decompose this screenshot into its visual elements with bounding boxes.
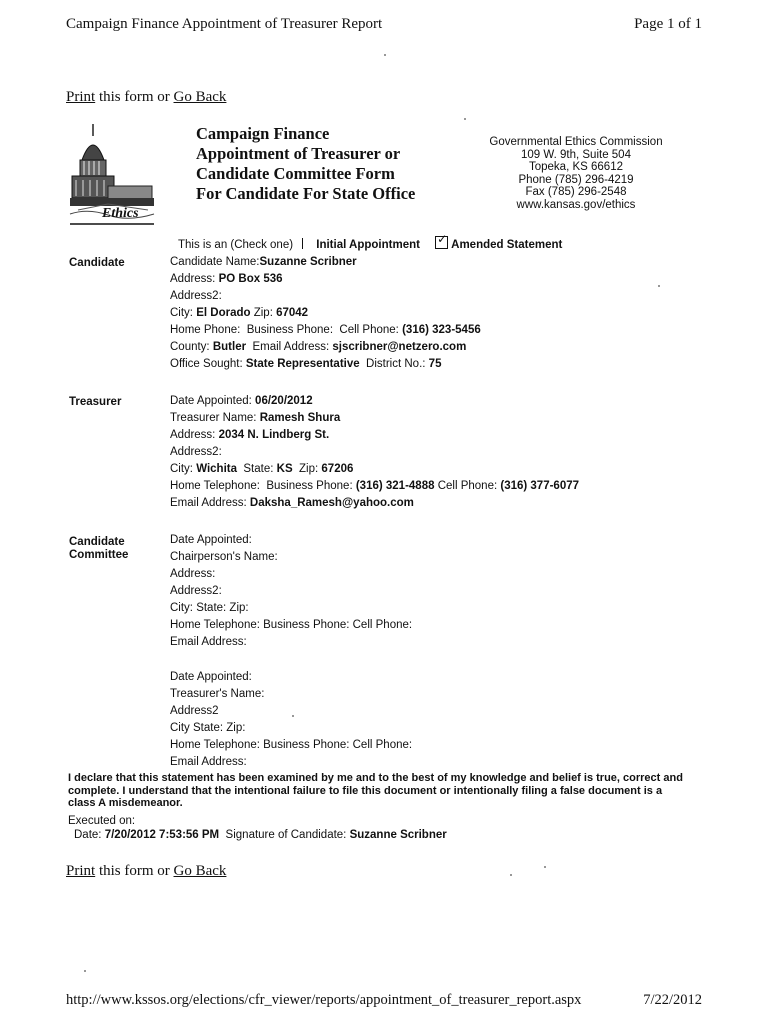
committee-treasurer-city-row: City State: Zip: [170, 722, 246, 734]
treasurer-city-row [170, 461, 353, 478]
page-number: Page 1 of 1 [634, 16, 702, 32]
field-label: Zip: [299, 463, 319, 475]
candidate-city-row [170, 305, 308, 322]
field-label: County: [170, 341, 210, 353]
agency-city: Topeka, KS 66612 [529, 161, 623, 173]
candidate-signature: Suzanne Scribner [349, 829, 447, 841]
executed-row [74, 829, 447, 841]
committee-address2-row: Address2: [170, 585, 222, 597]
committee-date-row: Date Appointed: [170, 534, 252, 546]
treasurer-date: 06/20/2012 [255, 395, 313, 407]
field-label: Business Phone: [266, 480, 353, 492]
form-title-line: Candidate Committee Form [196, 164, 395, 183]
field-label: Address: [170, 429, 216, 441]
committee-address-row: Address: [170, 568, 216, 580]
treasurer-name-row [170, 410, 340, 427]
ethics-commission-logo [68, 120, 156, 228]
scan-speck [544, 866, 546, 868]
candidate-office-row [170, 356, 441, 373]
candidate-district: 75 [428, 358, 442, 370]
field-label: Email Address: [252, 341, 330, 353]
bottom-nav [66, 863, 226, 880]
executed-label: Executed on: [68, 815, 136, 827]
committee-treasurer-date-row: Date Appointed: [170, 671, 252, 683]
agency-fax: Fax (785) 296-2548 [525, 186, 627, 198]
agency-website: www.kansas.gov/ethics [516, 198, 636, 211]
candidate-cell-phone: (316) 323-5456 [402, 324, 481, 336]
candidate-city: El Dorado [196, 307, 251, 319]
field-label: Address2: [170, 290, 222, 302]
candidate-address-row [170, 271, 283, 288]
agency-address-block [480, 136, 672, 211]
field-label: Date: [74, 829, 102, 841]
committee-phone-row: Home Telephone: Business Phone: Cell Phone: [170, 619, 413, 631]
field-label: Home Telephone: [170, 480, 260, 492]
field-label: Home Phone: [170, 324, 241, 336]
go-back-link[interactable]: Go Back [173, 863, 227, 879]
candidate-address2-row [170, 288, 222, 305]
field-label: City: [170, 307, 193, 319]
field-label: City: [170, 463, 193, 475]
committee-section-label [69, 536, 128, 562]
committee-treasurer-name-row: Treasurer's Name: [170, 688, 265, 700]
committee-treasurer-address2-row: Address2 [170, 705, 219, 717]
logo-text: Ethics [102, 206, 139, 221]
scan-speck [84, 970, 86, 972]
committee-email-row: Email Address: [170, 636, 247, 648]
form-title [196, 124, 415, 204]
form-title-line: Appointment of Treasurer or [196, 144, 401, 163]
committee-label-line: Committee [69, 549, 129, 561]
initial-appointment-checkbox[interactable] [302, 238, 313, 249]
field-label: Zip: [253, 307, 273, 319]
agency-name: Governmental Ethics Commission [489, 136, 663, 148]
scan-speck [510, 874, 512, 876]
candidate-county: Butler [212, 341, 247, 353]
executed-date: 7/20/2012 7:53:56 PM [104, 829, 220, 841]
field-label: Email Address: [170, 497, 247, 509]
go-back-link[interactable]: Go Back [173, 89, 227, 105]
field-label: State: [243, 463, 274, 475]
candidate-zip: 67042 [276, 307, 309, 319]
treasurer-cell-phone: (316) 377-6077 [500, 480, 580, 492]
committee-treasurer-email-row: Email Address: [170, 756, 247, 768]
nav-text: this form or [95, 89, 174, 105]
agency-phone: Phone (785) 296-4219 [518, 173, 634, 186]
scan-speck [292, 715, 294, 717]
candidate-email: sjscribner@netzero.com [332, 341, 467, 353]
treasurer-city: Wichita [196, 463, 237, 475]
scan-speck [464, 118, 466, 120]
field-label: District No.: [366, 358, 426, 370]
candidate-address: PO Box 536 [218, 273, 283, 285]
field-label: Candidate Name: [170, 256, 260, 268]
candidate-office: State Representative [245, 358, 360, 370]
footer-url: http://www.kssos.org/elections/cfr_viewer/reports/appointment_of_treasurer_report.aspx [66, 992, 582, 1008]
page-header-title: Campaign Finance Appointment of Treasurer Report [66, 16, 383, 32]
field-label: Signature of Candidate: [225, 829, 347, 841]
committee-city-row: City: State: Zip: [170, 602, 249, 614]
amended-statement-label: Amended Statement [451, 239, 563, 251]
treasurer-date-row [170, 393, 313, 410]
committee-treasurer-phone-row: Home Telephone: Business Phone: Cell Phone: [170, 739, 413, 751]
field-label: Cell Phone: [339, 324, 399, 336]
scan-speck [658, 285, 660, 287]
treasurer-address2-row [170, 444, 222, 461]
field-label: Date Appointed: [170, 395, 252, 407]
candidate-county-row [170, 339, 466, 356]
candidate-name: Suzanne Scribner [259, 256, 357, 268]
amended-statement-checkbox[interactable] [435, 236, 448, 249]
field-label: Address: [170, 273, 216, 285]
form-title-line: For Candidate For State Office [196, 184, 416, 203]
field-label: Treasurer Name: [170, 412, 257, 424]
treasurer-email-row [170, 495, 414, 512]
print-link[interactable]: Print [66, 863, 96, 879]
treasurer-state: KS [276, 463, 293, 475]
committee-chair-row: Chairperson's Name: [170, 551, 278, 563]
scan-speck [384, 54, 386, 56]
treasurer-phone-row [170, 478, 579, 495]
check-prompt: This is an (Check one) [178, 239, 294, 251]
print-link[interactable]: Print [66, 89, 96, 105]
top-nav [66, 89, 226, 106]
field-label: Office Sought: [170, 358, 243, 370]
form-title-line: Campaign Finance [196, 124, 330, 143]
statement-type-selector [178, 236, 562, 251]
treasurer-address: 2034 N. Lindberg St. [218, 429, 330, 441]
treasurer-section-label: Treasurer [69, 396, 122, 408]
treasurer-zip: 67206 [321, 463, 354, 475]
treasurer-name: Ramesh Shura [259, 412, 341, 424]
field-label: Cell Phone: [437, 480, 498, 492]
treasurer-email: Daksha_Ramesh@yahoo.com [249, 497, 414, 509]
candidate-phone-row [170, 322, 481, 339]
treasurer-address-row [170, 427, 329, 444]
field-label: Business Phone: [246, 324, 334, 336]
footer-date: 7/22/2012 [643, 992, 702, 1008]
nav-text: this form or [95, 863, 174, 879]
treasurer-business-phone: (316) 321-4888 [355, 480, 435, 492]
candidate-section-label: Candidate [69, 257, 125, 269]
committee-label-line: Candidate [69, 536, 125, 548]
field-label: Address2: [170, 446, 222, 458]
declaration-text: I declare that this statement has been examined by me and to the best of my knowledge and belief is true, correct and complete. I understand that the intentional failure to file this document or intentionally filing a false document is a class A misdemeanor. [68, 772, 683, 809]
candidate-name-row [170, 254, 357, 271]
initial-appointment-label: Initial Appointment [316, 239, 420, 251]
agency-street: 109 W. 9th, Suite 504 [521, 148, 631, 161]
